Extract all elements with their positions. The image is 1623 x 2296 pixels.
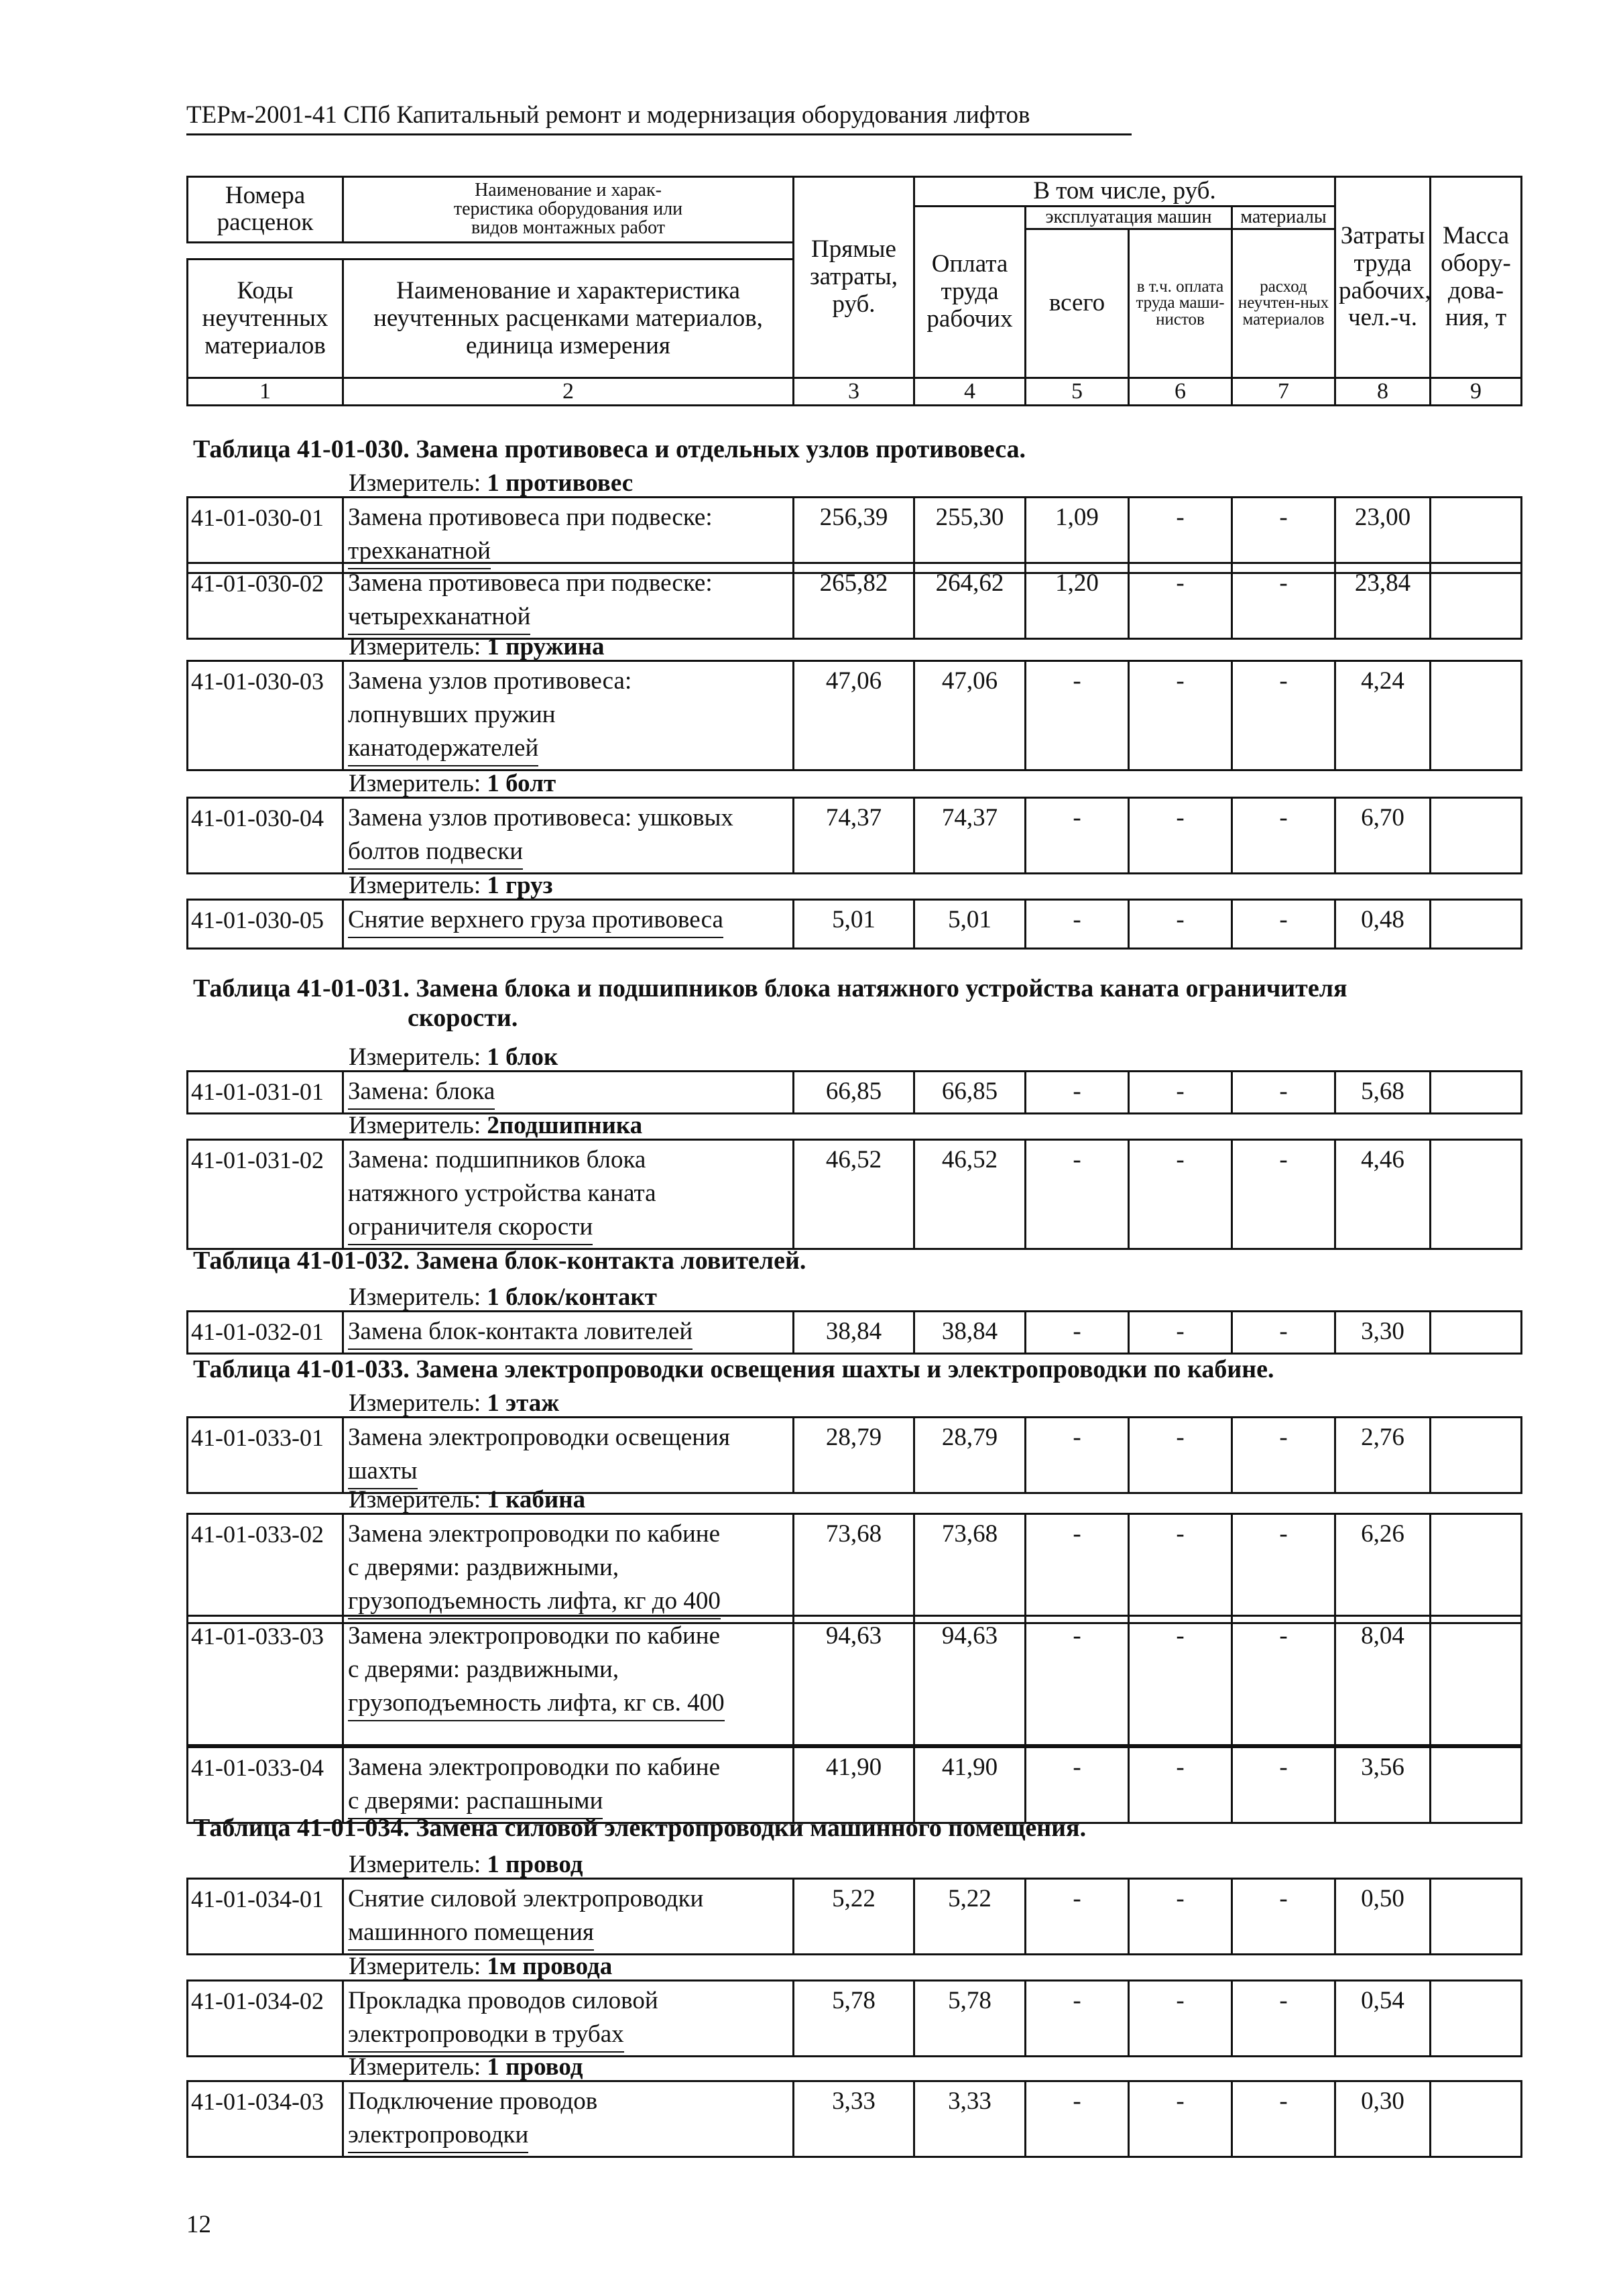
unit-caption: Измеритель: [349,1953,481,1980]
labor-cost-cell: 94,63 [914,1616,1026,1745]
rate-code: 41-01-033-02 [188,1514,343,1623]
labor-hours-cell: 0,54 [1335,1981,1431,2057]
equipment-mass-cell [1431,1981,1522,2057]
unit-caption: Измеритель: [349,633,481,661]
description-line: Снятие верхнего груза противовеса [348,903,723,938]
labor-cost-cell: 41,90 [914,1747,1026,1823]
description-line: Замена узлов противовеса: [348,667,632,695]
equipment-mass-cell [1431,1747,1522,1823]
col2-top-line: Наименование и харак- [475,180,662,201]
page-number: 12 [186,2211,211,2238]
table-row [186,2080,1522,2158]
col2-top-line: видов монтажных работ [471,217,666,239]
rate-code: 41-01-034-01 [188,1879,343,1955]
table-row [186,1878,1522,1955]
materials-cell: - [1232,498,1335,573]
table-row [186,1070,1522,1114]
description-line: Прокладка проводов силовой [348,1987,658,2014]
table-row [186,899,1522,950]
table-row [186,1513,1522,1624]
table-title [193,1246,806,1275]
work-description [343,563,794,639]
labor-hours-cell: 0,30 [1335,2081,1431,2157]
direct-costs-cell: 5,01 [794,900,914,949]
labor-cost-cell: 74,37 [914,798,1026,874]
unit-caption: Измеритель: [349,1112,481,1139]
direct-costs-cell: 5,22 [794,1879,914,1955]
direct-costs-cell: 66,85 [794,1072,914,1114]
col2-bottom-line: неучтенных расценками материалов, [373,304,763,332]
materials-cell: - [1232,1072,1335,1114]
column-number: 5 [1026,378,1129,406]
subgroup-machines-header: эксплуатация машин [1026,206,1232,229]
direct-costs-cell: 5,78 [794,1981,914,2057]
machine-cost-cell: - [1026,798,1129,874]
column-number: 6 [1129,378,1232,406]
subgroup-materials-header: материалы [1232,206,1335,229]
direct-costs-cell: 3,33 [794,2081,914,2157]
labor-cost-cell: 5,78 [914,1981,1026,2057]
col5-header: всего [1026,229,1129,378]
unit-label [349,2055,583,2082]
col2-bottom-line: единица измерения [466,331,670,359]
unit-label [349,1045,558,1072]
labor-hours-cell: 0,48 [1335,900,1431,949]
col1-header-bottom: Коды неучтенных материалов [188,260,343,378]
equipment-mass-cell [1431,1514,1522,1623]
labor-cost-cell: 47,06 [914,661,1026,770]
machinist-pay-cell: - [1129,900,1232,949]
unit-value: 1м провода [487,1953,613,1980]
labor-hours-cell: 4,24 [1335,661,1431,770]
machine-cost-cell: - [1026,1312,1129,1354]
labor-hours-cell: 6,26 [1335,1514,1431,1623]
work-description [343,1312,794,1354]
rate-code: 41-01-033-03 [188,1616,343,1745]
unit-value: 1 блок/контакт [487,1283,657,1311]
table-title-line: Таблица 41-01-034. Замена силовой электропроводки машинного помещения. [193,1814,1087,1842]
column-number: 1 [188,378,343,406]
table-row [186,562,1522,640]
labor-cost-cell: 5,22 [914,1879,1026,1955]
machine-cost-cell: - [1026,1879,1129,1955]
col2-header-bottom [343,260,794,378]
equipment-mass-cell [1431,563,1522,639]
rate-code: 41-01-034-03 [188,2081,343,2157]
work-description [343,1514,794,1623]
machinist-pay-cell: - [1129,1072,1232,1114]
unit-caption: Измеритель: [349,1389,481,1417]
machinist-pay-cell: - [1129,1418,1232,1493]
labor-hours-cell: 4,46 [1335,1140,1431,1249]
unit-label [349,634,605,662]
table-row [186,1310,1522,1355]
table-title [193,435,1026,464]
direct-costs-cell: 73,68 [794,1514,914,1623]
equipment-mass-cell [1431,661,1522,770]
description-line: болтов подвески [348,835,523,870]
labor-cost-cell: 255,30 [914,498,1026,573]
equipment-mass-cell [1431,1072,1522,1114]
rate-code: 41-01-033-01 [188,1418,343,1493]
description-line: Замена электропроводки по кабине [348,1754,721,1781]
direct-costs-cell: 94,63 [794,1616,914,1745]
equipment-mass-cell [1431,1616,1522,1745]
machinist-pay-cell: - [1129,1616,1232,1745]
unit-value: 2подшипника [487,1112,643,1139]
table-title-line: Таблица 41-01-032. Замена блок-контакта ловителей. [193,1247,806,1275]
machine-cost-cell: 1,09 [1026,498,1129,573]
machinist-pay-cell: - [1129,1747,1232,1823]
col2-bottom-line: Наименование и характеристика [396,277,740,305]
unit-caption: Измеритель: [349,1043,481,1071]
description-line: Замена: подшипников блока [348,1146,646,1173]
machine-cost-cell: - [1026,1981,1129,2057]
description-line: канатодержателей [348,732,538,766]
unit-caption: Измеритель: [349,2053,481,2081]
col8-header: Затраты труда рабочих, чел.-ч. [1335,177,1431,378]
rate-code: 41-01-031-02 [188,1140,343,1249]
direct-costs-cell: 28,79 [794,1418,914,1493]
machinist-pay-cell: - [1129,563,1232,639]
unit-label [349,1391,559,1418]
description-line: Замена узлов противовеса: ушковых [348,804,733,831]
column-number: 9 [1431,378,1522,406]
machinist-pay-cell: - [1129,798,1232,874]
work-description [343,1879,794,1955]
table-title [193,974,1347,1033]
col1-header-top: Номера расценок [188,177,343,243]
column-number: 7 [1232,378,1335,406]
unit-value: 1 пружина [487,633,605,661]
column-number: 2 [343,378,794,406]
unit-value: 1 провод [487,2053,583,2081]
materials-cell: - [1232,1747,1335,1823]
description-line: с дверями: распашными [348,1784,603,1819]
table-row [186,1615,1522,1746]
machinist-pay-cell: - [1129,1981,1232,2057]
column-number: 4 [914,378,1026,406]
col9-header: Масса обору-дова-ния, т [1431,177,1522,378]
work-description [343,2081,794,2157]
labor-cost-cell: 264,62 [914,563,1026,639]
description-line: трехканатной [348,534,491,569]
table-row [186,1746,1522,1824]
col2-header-top [343,177,794,243]
direct-costs-cell: 74,37 [794,798,914,874]
labor-cost-cell: 5,01 [914,900,1026,949]
rate-code: 41-01-032-01 [188,1312,343,1354]
labor-hours-cell: 2,76 [1335,1418,1431,1493]
unit-value: 1 кабина [487,1486,586,1513]
machine-cost-cell: - [1026,1140,1129,1249]
column-number: 8 [1335,378,1431,406]
direct-costs-cell: 41,90 [794,1747,914,1823]
materials-cell: - [1232,563,1335,639]
machinist-pay-cell: - [1129,1140,1232,1249]
unit-caption: Измеритель: [349,1851,481,1878]
column-numbers-row [188,378,1522,406]
unit-label [349,471,633,498]
rate-code: 41-01-030-02 [188,563,343,639]
unit-label [349,771,556,799]
machinist-pay-cell: - [1129,661,1232,770]
machine-cost-cell: - [1026,1418,1129,1493]
materials-cell: - [1232,900,1335,949]
table-title [193,1355,1274,1384]
labor-hours-cell: 23,84 [1335,563,1431,639]
description-line: Подключение проводов [348,2087,598,2115]
labor-cost-cell: 38,84 [914,1312,1026,1354]
materials-cell: - [1232,1981,1335,2057]
materials-cell: - [1232,2081,1335,2157]
machinist-pay-cell: - [1129,1312,1232,1354]
col6-header: в т.ч. оплата труда маши-нистов [1129,229,1232,378]
col7-header: расход неучтен-ных материалов [1232,229,1335,378]
materials-cell: - [1232,1312,1335,1354]
machine-cost-cell: - [1026,1747,1129,1823]
direct-costs-cell: 38,84 [794,1312,914,1354]
column-number: 3 [794,378,914,406]
unit-label [349,1487,585,1515]
unit-value: 1 блок [487,1043,558,1071]
labor-cost-cell: 73,68 [914,1514,1026,1623]
table-title-line: скорости. [408,1004,518,1032]
unit-value: 1 провод [487,1851,583,1878]
work-description [343,1072,794,1114]
description-line: с дверями: раздвижными, [348,1656,619,1683]
unit-value: 1 болт [487,770,556,797]
rate-code: 41-01-034-02 [188,1981,343,2057]
work-description [343,1981,794,2057]
col4-header: Оплата труда рабочих [914,206,1026,378]
work-description [343,1616,794,1745]
labor-cost-cell: 3,33 [914,2081,1026,2157]
description-line: грузоподъемность лифта, кг до 400 [348,1585,721,1619]
description-line: Замена блок-контакта ловителей [348,1315,693,1350]
description-line: Замена противовеса при подвеске: [348,504,713,531]
description-line: Замена электропроводки по кабине [348,1520,721,1548]
materials-cell: - [1232,1418,1335,1493]
unit-caption: Измеритель: [349,1486,481,1513]
equipment-mass-cell [1431,798,1522,874]
work-description [343,1418,794,1493]
work-description [343,798,794,874]
description-line: машинного помещения [348,1916,594,1951]
description-line: Замена электропроводки по кабине [348,1622,721,1650]
work-description [343,1140,794,1249]
rate-code: 41-01-030-03 [188,661,343,770]
work-description [343,661,794,770]
machine-cost-cell: - [1026,1072,1129,1114]
equipment-mass-cell [1431,1312,1522,1354]
rate-code: 41-01-030-01 [188,498,343,573]
unit-caption: Измеритель: [349,872,481,899]
labor-cost-cell: 66,85 [914,1072,1026,1114]
machinist-pay-cell: - [1129,1879,1232,1955]
table-title-line: Таблица 41-01-030. Замена противовеса и отдельных узлов противовеса. [193,435,1026,463]
labor-hours-cell: 3,30 [1335,1312,1431,1354]
rate-code: 41-01-030-04 [188,798,343,874]
rate-code: 41-01-030-05 [188,900,343,949]
table-title [193,1813,1086,1843]
rate-code: 41-01-033-04 [188,1747,343,1823]
unit-label [349,1285,657,1312]
labor-hours-cell: 23,00 [1335,498,1431,573]
column-header-table [186,176,1522,406]
description-line: четырехканатной [348,600,530,635]
unit-caption: Измеритель: [349,770,481,797]
labor-hours-cell: 6,70 [1335,798,1431,874]
machine-cost-cell: - [1026,1514,1129,1623]
description-line: лопнувших пружин [348,701,556,728]
table-title-line: Таблица 41-01-031. Замена блока и подшипников блока натяжного устройства каната ограничителя [193,974,1347,1002]
materials-cell: - [1232,1879,1335,1955]
table-title-line: Таблица 41-01-033. Замена электропроводки освещения шахты и электропроводки по кабине. [193,1355,1274,1383]
description-line: шахты [348,1454,418,1489]
table-row [186,797,1522,874]
unit-label [349,1852,583,1880]
direct-costs-cell: 47,06 [794,661,914,770]
unit-label [349,873,552,901]
work-description [343,1747,794,1823]
description-line: ограничителя скорости [348,1210,593,1245]
unit-label [349,1954,612,1982]
machine-cost-cell: 1,20 [1026,563,1129,639]
unit-value: 1 этаж [487,1389,560,1417]
description-line: электропроводки [348,2118,528,2153]
machine-cost-cell: - [1026,1616,1129,1745]
equipment-mass-cell [1431,1418,1522,1493]
machinist-pay-cell: - [1129,1514,1232,1623]
materials-cell: - [1232,798,1335,874]
equipment-mass-cell [1431,1879,1522,1955]
page-header: ТЕРм-2001-41 СПб Капитальный ремонт и модернизация оборудования лифтов [186,101,1132,135]
equipment-mass-cell [1431,2081,1522,2157]
description-line: электропроводки в трубах [348,2018,624,2053]
machine-cost-cell: - [1026,2081,1129,2157]
unit-value: 1 груз [487,872,553,899]
table-row [186,1139,1522,1250]
materials-cell: - [1232,1140,1335,1249]
labor-hours-cell: 3,56 [1335,1747,1431,1823]
machine-cost-cell: - [1026,900,1129,949]
machinist-pay-cell: - [1129,2081,1232,2157]
col2-top-line: теристика оборудования или [453,198,683,220]
labor-hours-cell: 8,04 [1335,1616,1431,1745]
description-line: Замена: блока [348,1075,495,1110]
unit-caption: Измеритель: [349,469,481,497]
machine-cost-cell: - [1026,661,1129,770]
unit-label [349,1113,642,1141]
labor-hours-cell: 0,50 [1335,1879,1431,1955]
description-line: Замена противовеса при подвеске: [348,569,713,597]
description-line: Снятие силовой электропроводки [348,1885,704,1912]
materials-cell: - [1232,661,1335,770]
table-row [186,1416,1522,1494]
table-row [186,660,1522,771]
labor-hours-cell: 5,68 [1335,1072,1431,1114]
table-row [186,1979,1522,2057]
equipment-mass-cell [1431,900,1522,949]
equipment-mass-cell [1431,1140,1522,1249]
direct-costs-cell: 265,82 [794,563,914,639]
machinist-pay-cell: - [1129,498,1232,573]
description-line: Замена электропроводки освещения [348,1424,730,1451]
direct-costs-cell: 46,52 [794,1140,914,1249]
rate-code: 41-01-031-01 [188,1072,343,1114]
labor-cost-cell: 46,52 [914,1140,1026,1249]
work-description [343,900,794,949]
col3-header: Прямые затраты, руб. [794,177,914,378]
unit-caption: Измеритель: [349,1283,481,1311]
labor-cost-cell: 28,79 [914,1418,1026,1493]
unit-value: 1 противовес [487,469,634,497]
direct-costs-cell: 256,39 [794,498,914,573]
materials-cell: - [1232,1514,1335,1623]
materials-cell: - [1232,1616,1335,1745]
description-line: грузоподъемность лифта, кг св. 400 [348,1686,725,1721]
group-header: В том числе, руб. [914,177,1335,207]
description-line: натяжного устройства каната [348,1180,656,1207]
description-line: с дверями: раздвижными, [348,1554,619,1581]
